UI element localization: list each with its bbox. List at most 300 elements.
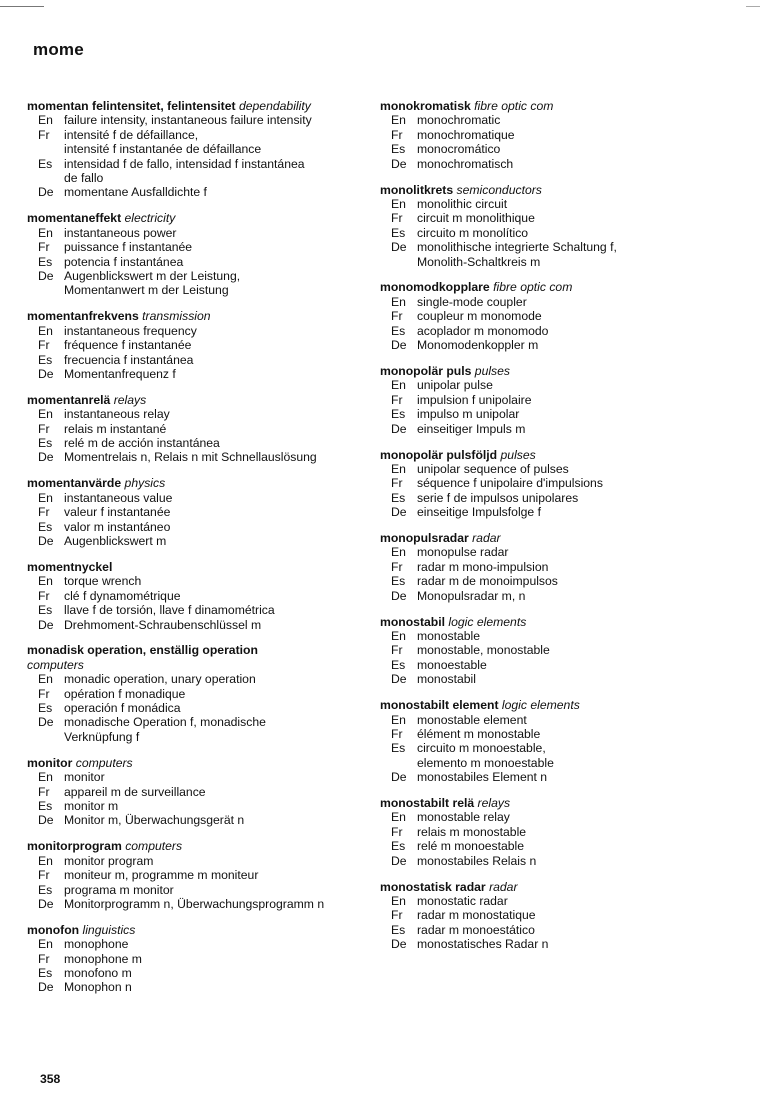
translation-line: intensidad f de fallo, intensidad f instantánea — [64, 156, 305, 171]
translation-line: monostatisches Radar n — [417, 937, 549, 952]
translation-line: monitor — [64, 770, 105, 785]
translation-line: monostatic radar — [417, 894, 508, 908]
translation-row — [27, 520, 367, 534]
translation-line: monocromático — [417, 142, 501, 157]
translation-line: einseitiger Impuls m — [417, 421, 526, 436]
entry-domain: logic elements — [501, 698, 580, 713]
entry-term: monadisk operation, enställig operation — [27, 643, 258, 658]
translation-equivalent — [417, 324, 720, 338]
entry-headword-line — [27, 643, 367, 657]
translation-line: Augenblickswert m der Leistung, — [64, 268, 241, 283]
translation-row — [27, 436, 367, 450]
translation-line: Momentrelais n, Relais n mit Schnellauslösung — [64, 450, 317, 465]
translation-line: Monopulsradar m, n — [417, 588, 526, 603]
entry-headword-line — [380, 448, 720, 462]
translation-row — [27, 966, 367, 980]
translation-row — [380, 462, 720, 476]
dictionary-entry — [380, 364, 720, 436]
translation-line: clé f dynamométrique — [64, 588, 181, 603]
entry-domain: relays — [477, 796, 511, 811]
translation-line: coupleur m monomode — [417, 309, 542, 324]
language-code: Es — [391, 225, 406, 240]
translation-line: monitor m — [64, 798, 119, 813]
translation-row — [380, 825, 720, 839]
translation-equivalent — [64, 450, 367, 464]
translation-line: Monitor m, Überwachungsgerät n — [64, 813, 245, 828]
language-code: En — [391, 294, 406, 309]
dictionary-entry — [27, 393, 367, 465]
top-edge-rule — [0, 6, 44, 7]
translation-equivalent — [64, 618, 367, 632]
page-number: 358 — [40, 1072, 61, 1086]
translation-equivalent — [417, 854, 720, 868]
translation-line: monopulse radar — [417, 545, 509, 560]
translation-equivalent — [417, 211, 720, 225]
dictionary-entry — [380, 698, 720, 784]
translation-line: monostabiles Element n — [417, 770, 548, 785]
translation-line: Momentanfrequenz f — [64, 366, 176, 381]
entry-domain: transmission — [142, 309, 211, 324]
translation-equivalent — [417, 505, 720, 519]
translation-row — [27, 883, 367, 897]
language-code: Es — [391, 407, 406, 422]
translation-line: torque wrench — [64, 574, 142, 589]
translation-row — [380, 658, 720, 672]
translation-equivalent — [417, 476, 720, 490]
translation-row — [27, 937, 367, 951]
translation-line: monitor program — [64, 853, 154, 868]
translation-equivalent — [417, 197, 720, 211]
translation-line: momentane Ausfalldichte f — [64, 185, 207, 200]
translation-line: radar m monostatique — [417, 908, 536, 923]
translation-line: Augenblickswert m — [64, 533, 167, 548]
translation-row — [27, 770, 367, 784]
translation-equivalent — [417, 128, 720, 142]
translation-line: circuit m monolithique — [417, 211, 535, 226]
language-code: De — [38, 450, 54, 465]
translation-equivalent — [64, 269, 367, 298]
translation-row — [27, 338, 367, 352]
translation-equivalent — [417, 810, 720, 824]
entry-domain: logic elements — [448, 614, 527, 629]
language-code: De — [38, 617, 54, 632]
translation-row — [27, 897, 367, 911]
language-code: En — [391, 378, 406, 393]
entry-domain: pulses — [500, 447, 536, 462]
translation-line: monolithic circuit — [417, 196, 508, 211]
translation-line: monolithische integrierte Schaltung f, — [417, 240, 617, 255]
dictionary-entry — [380, 615, 720, 687]
language-code: En — [391, 712, 406, 727]
translation-row — [380, 574, 720, 588]
translation-line: radar m mono-impulsion — [417, 559, 549, 574]
translation-line: llave f de torsión, llave f dinamométrica — [64, 603, 275, 618]
language-code: Fr — [38, 951, 50, 966]
translation-equivalent — [64, 534, 367, 548]
translation-line: appareil m de surveillance — [64, 784, 206, 799]
language-code: Fr — [38, 240, 50, 255]
dictionary-entry — [27, 309, 367, 381]
translation-line: monadische Operation f, monadische — [64, 715, 266, 730]
translation-equivalent — [64, 966, 367, 980]
translation-line: instantaneous relay — [64, 407, 170, 422]
translation-row — [380, 422, 720, 436]
entry-headword-line — [27, 923, 367, 937]
translation-equivalent — [417, 589, 720, 603]
translation-equivalent — [417, 545, 720, 559]
translation-equivalent — [417, 560, 720, 574]
translation-equivalent — [417, 894, 720, 908]
translation-equivalent — [417, 825, 720, 839]
translation-equivalent — [64, 854, 367, 868]
translation-row — [380, 770, 720, 784]
translation-equivalent — [64, 422, 367, 436]
language-code: De — [38, 980, 54, 995]
translation-row — [27, 603, 367, 617]
dictionary-entry — [380, 99, 720, 171]
translation-row — [380, 491, 720, 505]
entry-headword-line — [27, 756, 367, 770]
translation-row — [27, 157, 367, 186]
language-code: En — [391, 629, 406, 643]
translation-line: monostable relay — [417, 810, 510, 825]
language-code: De — [391, 937, 407, 952]
language-code: Fr — [391, 559, 403, 574]
translation-equivalent — [417, 378, 720, 392]
dictionary-entry — [27, 756, 367, 828]
translation-equivalent — [64, 324, 367, 338]
translation-equivalent — [64, 520, 367, 534]
translation-line: monostable element — [417, 712, 527, 727]
language-code: Es — [391, 741, 406, 756]
entry-term: monomodkopplare — [380, 280, 490, 295]
translation-equivalent — [64, 868, 367, 882]
translation-row — [27, 422, 367, 436]
translation-equivalent — [64, 255, 367, 269]
language-code: Fr — [38, 686, 50, 701]
entry-domain: pulses — [474, 364, 511, 378]
translation-row — [380, 113, 720, 127]
translation-line: monadic operation, unary operation — [64, 672, 256, 687]
translation-equivalent — [417, 643, 720, 657]
entry-term: monostabil — [380, 614, 446, 629]
translation-equivalent — [417, 658, 720, 672]
translation-row — [380, 142, 720, 156]
translation-line: frecuencia f instantánea — [64, 352, 194, 367]
language-code: Es — [38, 603, 53, 618]
translation-row — [380, 713, 720, 727]
entry-headword-line — [380, 280, 720, 294]
language-code: De — [391, 156, 407, 171]
translation-line: moniteur m, programme m moniteur — [64, 868, 259, 883]
translation-line: single-mode coupler — [417, 294, 527, 309]
translation-equivalent — [417, 157, 720, 171]
translation-row — [380, 727, 720, 741]
translation-equivalent — [64, 505, 367, 519]
dictionary-entry — [380, 280, 720, 352]
translation-equivalent — [64, 980, 367, 994]
translation-equivalent — [64, 491, 367, 505]
translation-row — [27, 715, 367, 744]
language-code: Es — [38, 519, 53, 534]
translation-line: élément m monostable — [417, 726, 541, 741]
entry-term: monitorprogram — [27, 839, 122, 854]
translation-line: valor m instantáneo — [64, 519, 171, 534]
entry-term: momentanfrekvens — [27, 309, 139, 324]
translation-line: séquence f unipolaire d'impulsions — [417, 476, 603, 491]
translation-row — [27, 367, 367, 381]
entry-domain: linguistics — [82, 922, 136, 937]
language-code: En — [38, 937, 53, 952]
translation-row — [27, 534, 367, 548]
translation-row — [27, 324, 367, 338]
translation-equivalent — [417, 672, 720, 686]
entry-term: monostabilt relä — [380, 796, 475, 811]
translation-row — [27, 687, 367, 701]
translation-row — [27, 854, 367, 868]
translation-line: serie f de impulsos unipolares — [417, 490, 579, 505]
translation-line: monofono m — [64, 966, 132, 981]
translation-equivalent — [64, 813, 367, 827]
translation-line: Verknüpfung f — [64, 729, 140, 744]
translation-line: relais m instantané — [64, 421, 167, 436]
translation-equivalent — [64, 128, 367, 157]
translation-equivalent — [417, 908, 720, 922]
translation-line: acoplador m monomodo — [417, 323, 549, 338]
translation-line: de fallo — [64, 171, 104, 186]
translation-line: monophone — [64, 937, 129, 952]
language-code: Fr — [391, 211, 403, 226]
translation-row — [27, 269, 367, 298]
language-code: Fr — [38, 127, 50, 142]
entry-domain: radar — [472, 531, 501, 546]
language-code: Es — [38, 798, 53, 813]
translation-equivalent — [64, 897, 367, 911]
translation-row — [27, 701, 367, 715]
translation-row — [380, 295, 720, 309]
translation-row — [380, 839, 720, 853]
language-code: Fr — [391, 726, 403, 741]
translation-row — [27, 450, 367, 464]
translation-equivalent — [64, 367, 367, 381]
language-code: Es — [38, 254, 53, 269]
translation-equivalent — [64, 701, 367, 715]
translation-equivalent — [64, 574, 367, 588]
translation-line: radar m de monoimpulsos — [417, 574, 558, 589]
translation-line: failure intensity, instantaneous failure intensity — [64, 113, 312, 128]
entry-headword-line — [27, 211, 367, 225]
translation-equivalent — [417, 142, 720, 156]
translation-row — [380, 629, 720, 643]
translation-equivalent — [417, 574, 720, 588]
translation-row — [380, 476, 720, 490]
entry-headword-line — [27, 560, 367, 574]
translation-equivalent — [417, 240, 720, 269]
translation-row — [380, 378, 720, 392]
translation-equivalent — [64, 226, 367, 240]
translation-line: unipolar sequence of pulses — [417, 461, 569, 476]
entry-term: monostabilt element — [380, 698, 499, 713]
language-code: Fr — [38, 338, 50, 353]
translation-equivalent — [417, 713, 720, 727]
entry-term: monopolär puls — [380, 364, 472, 378]
translation-row — [380, 923, 720, 937]
entry-headword-line — [380, 615, 720, 629]
translation-equivalent — [417, 839, 720, 853]
language-code: De — [38, 533, 54, 548]
translation-line: relé m monoestable — [417, 839, 525, 854]
translation-equivalent — [64, 113, 367, 127]
language-code: Fr — [38, 505, 50, 520]
translation-equivalent — [417, 770, 720, 784]
entry-headword-line — [380, 183, 720, 197]
entry-headword-line — [380, 364, 720, 378]
translation-row — [380, 324, 720, 338]
translation-line: Monomodenkoppler m — [417, 338, 539, 353]
entry-domain: computers — [75, 755, 133, 770]
language-code: Es — [38, 966, 53, 981]
language-code: En — [391, 196, 406, 211]
language-code: Es — [391, 657, 406, 672]
entry-term: monokromatisk — [380, 99, 471, 113]
language-code: Es — [38, 156, 53, 171]
translation-equivalent — [64, 603, 367, 617]
translation-line: circuito m monoestable, — [417, 741, 546, 756]
translation-line: instantaneous value — [64, 490, 173, 505]
language-code: De — [391, 338, 407, 353]
translation-row — [27, 868, 367, 882]
entry-headword-line — [380, 99, 720, 113]
translation-line: potencia f instantánea — [64, 254, 184, 269]
language-code: Es — [38, 701, 53, 716]
translation-equivalent — [64, 770, 367, 784]
translation-row — [27, 353, 367, 367]
entry-term: monofon — [27, 922, 80, 937]
translation-row — [380, 309, 720, 323]
language-code: Fr — [38, 588, 50, 603]
translation-equivalent — [64, 240, 367, 254]
language-code: Fr — [391, 643, 403, 658]
language-code: De — [391, 588, 407, 603]
language-code: En — [38, 574, 53, 589]
translation-row — [27, 226, 367, 240]
translation-equivalent — [64, 883, 367, 897]
language-code: De — [391, 505, 407, 520]
translation-line: instantaneous power — [64, 225, 177, 240]
language-code: De — [38, 896, 54, 911]
language-code: Es — [391, 323, 406, 338]
translation-equivalent — [64, 338, 367, 352]
translation-row — [27, 240, 367, 254]
entry-headword-line — [27, 839, 367, 853]
translation-equivalent — [64, 937, 367, 951]
translation-line: monophone m — [64, 951, 142, 966]
language-code: Fr — [391, 476, 403, 491]
translation-equivalent — [417, 937, 720, 951]
language-code: Es — [38, 352, 53, 367]
translation-line: Momentanwert m der Leistung — [64, 283, 229, 298]
language-code: Es — [38, 882, 53, 897]
entry-domain: relays — [113, 392, 147, 407]
translation-row — [380, 197, 720, 211]
translation-row — [27, 574, 367, 588]
translation-equivalent — [64, 407, 367, 421]
translation-row — [380, 672, 720, 686]
translation-row — [380, 226, 720, 240]
language-code: Es — [38, 436, 53, 451]
dictionary-entry — [27, 99, 367, 200]
language-code: Fr — [38, 868, 50, 883]
entry-headword-line — [380, 796, 720, 810]
dictionary-entry — [27, 839, 367, 911]
translation-equivalent — [64, 185, 367, 199]
translation-line: elemento m monoestable — [417, 755, 554, 770]
entry-headword-line — [380, 531, 720, 545]
translation-row — [380, 505, 720, 519]
translation-equivalent — [64, 785, 367, 799]
entry-headword-line — [27, 99, 367, 113]
entry-domain: computers — [125, 839, 183, 854]
running-head: mome — [33, 40, 84, 59]
translation-equivalent — [417, 393, 720, 407]
translation-line: programa m monitor — [64, 882, 174, 897]
language-code: Es — [391, 839, 406, 854]
translation-line: Drehmoment-Schraubenschlüssel m — [64, 617, 262, 632]
translation-row — [27, 113, 367, 127]
translation-line: monostabil — [417, 672, 476, 687]
entry-domain: radar — [489, 879, 518, 894]
translation-equivalent — [417, 491, 720, 505]
language-code: En — [38, 323, 53, 338]
translation-row — [27, 128, 367, 157]
translation-line: Monolith-Schaltkreis m — [417, 254, 541, 269]
language-code: Fr — [391, 824, 403, 839]
language-code: En — [38, 770, 53, 785]
language-code: En — [38, 853, 53, 868]
translation-row — [380, 894, 720, 908]
language-code: De — [38, 813, 54, 828]
translation-equivalent — [64, 799, 367, 813]
dictionary-entry — [27, 560, 367, 632]
translation-line: relé m de acción instantánea — [64, 436, 220, 451]
translation-row — [27, 618, 367, 632]
dictionary-entry — [380, 880, 720, 952]
entry-term: monopulsradar — [380, 531, 469, 546]
translation-line: impulsion f unipolaire — [417, 392, 532, 407]
translation-equivalent — [417, 407, 720, 421]
translation-row — [380, 407, 720, 421]
translation-row — [27, 589, 367, 603]
translation-line: impulso m unipolar — [417, 407, 520, 422]
translation-equivalent — [417, 309, 720, 323]
translation-line: puissance f instantanée — [64, 240, 193, 255]
translation-line: fréquence f instantanée — [64, 338, 192, 353]
entry-term: momentanvärde — [27, 476, 122, 491]
translation-line: radar m monoestático — [417, 922, 535, 937]
right-column — [380, 99, 720, 963]
translation-equivalent — [417, 113, 720, 127]
language-code: En — [391, 545, 406, 560]
translation-equivalent — [417, 226, 720, 240]
translation-row — [27, 672, 367, 686]
language-code: Es — [391, 490, 406, 505]
translation-equivalent — [417, 923, 720, 937]
dictionary-entry — [27, 643, 367, 744]
translation-line: intensité f de défaillance, — [64, 127, 199, 142]
translation-row — [27, 255, 367, 269]
translation-line: monostabiles Relais n — [417, 853, 537, 868]
language-code: En — [38, 672, 53, 687]
